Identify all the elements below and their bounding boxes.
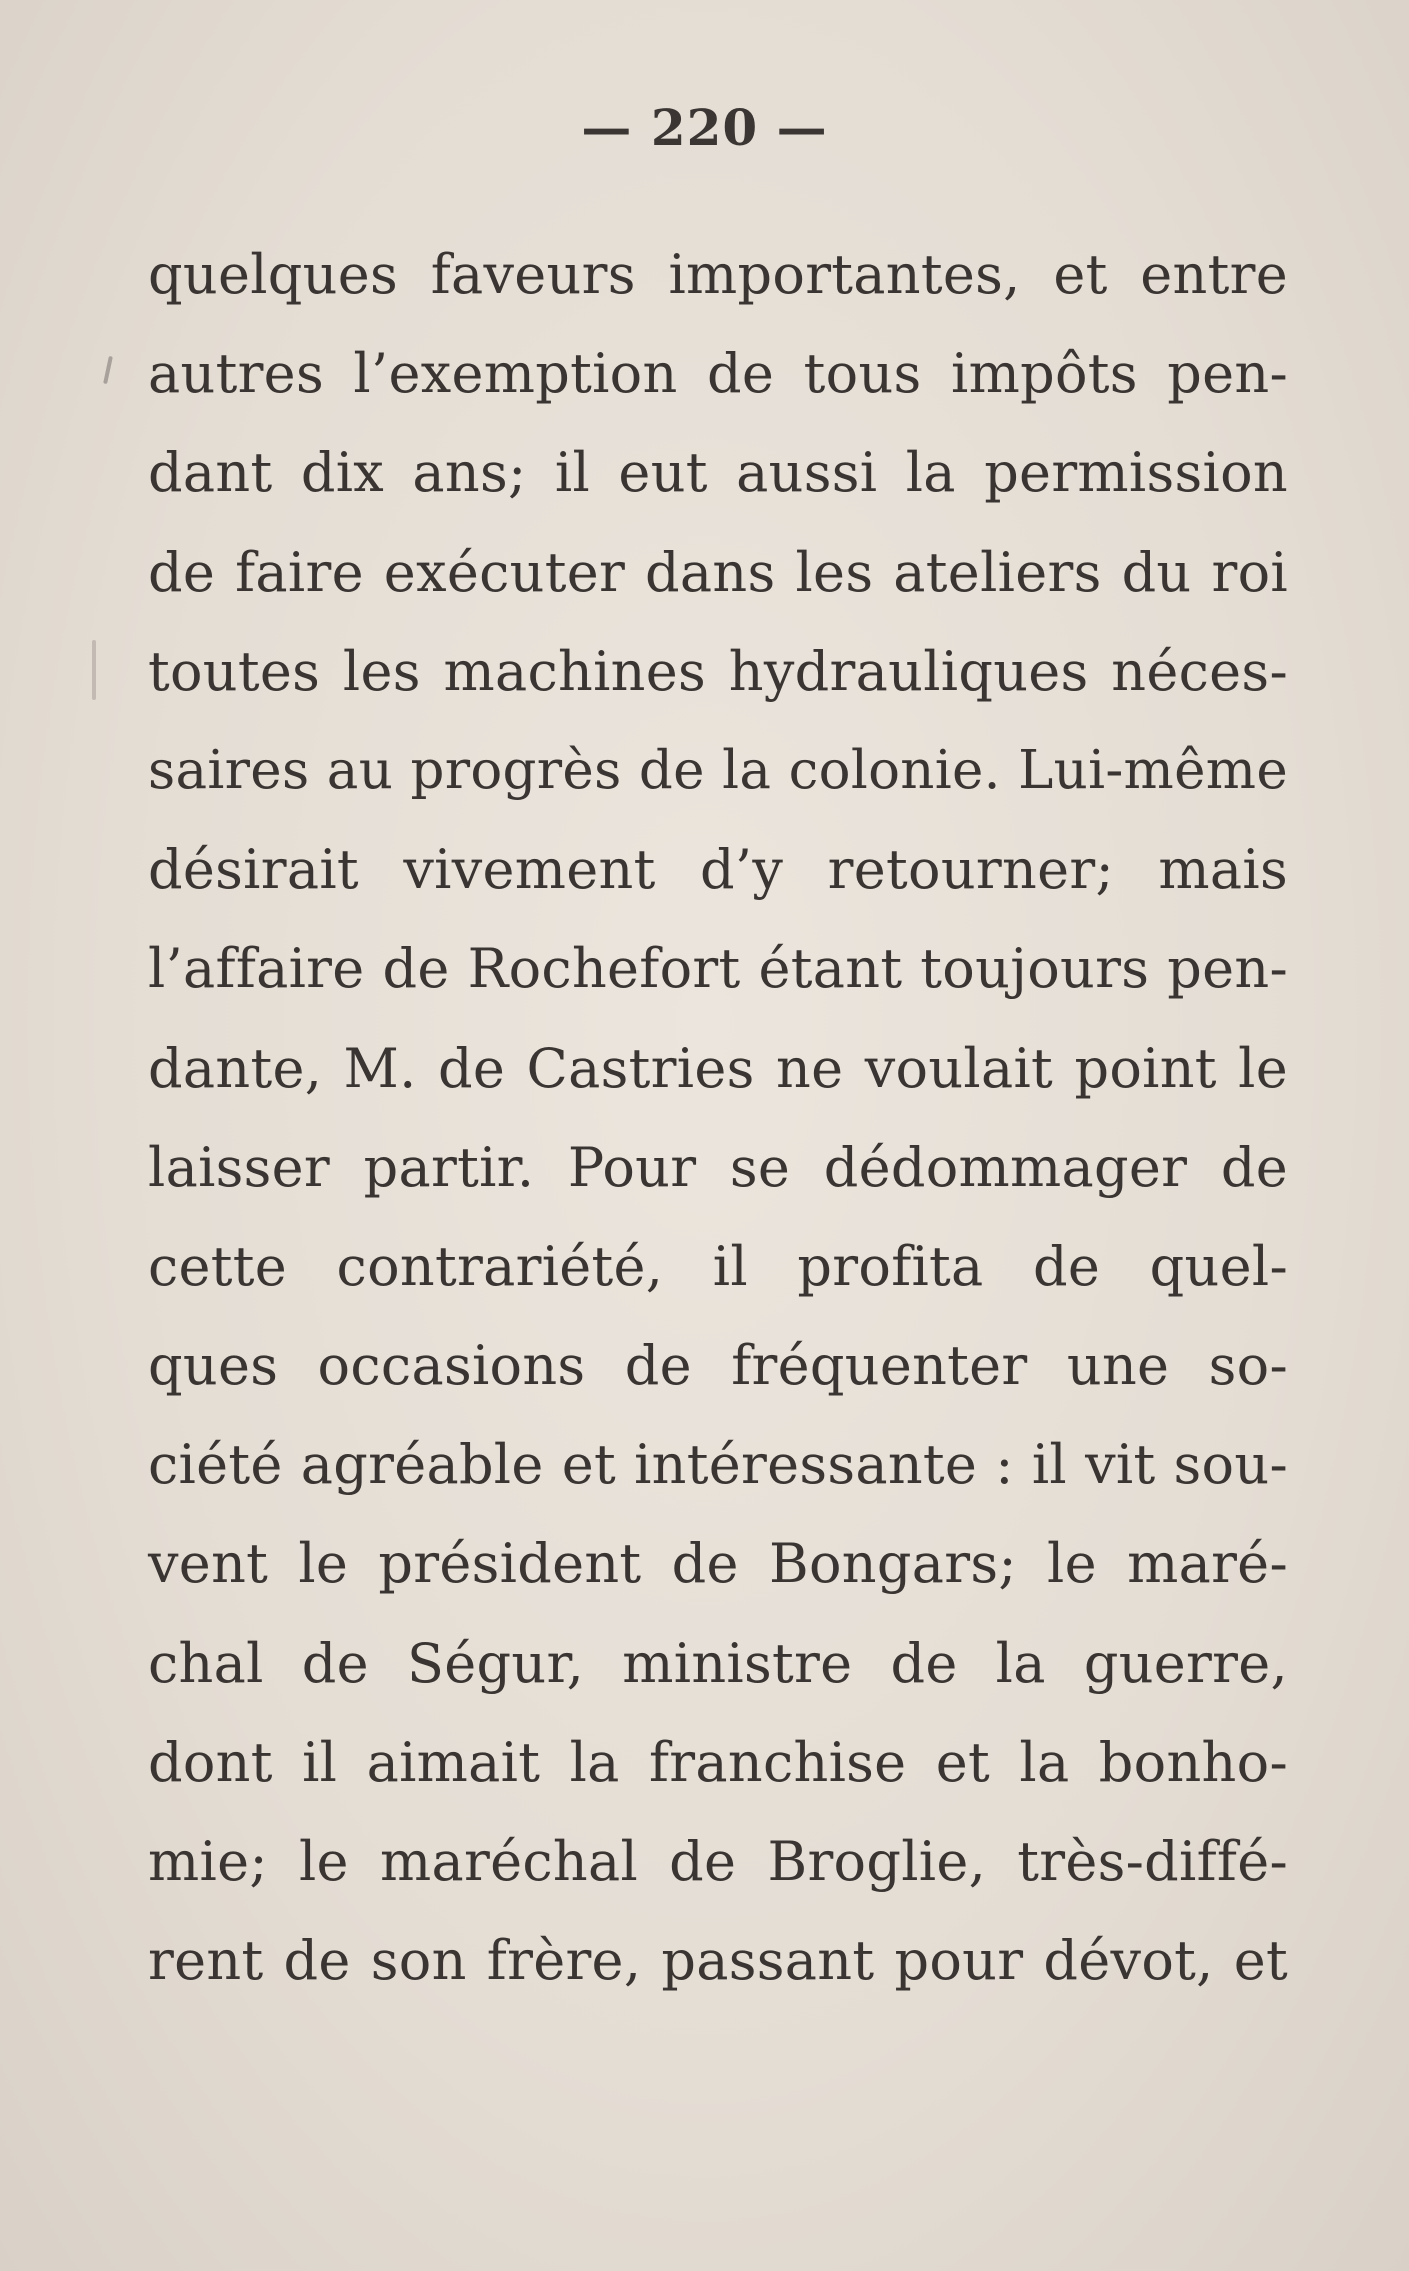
page-number: — 220 — bbox=[581, 98, 828, 157]
margin-pencil-mark bbox=[92, 640, 96, 700]
text-line: saires au progrès de la colonie. Lui-même bbox=[148, 739, 1288, 801]
text-line: dont il aimait la franchise et la bonho- bbox=[148, 1730, 1288, 1794]
text-line: mie; le maréchal de Broglie, très-diffé- bbox=[148, 1830, 1288, 1893]
text-line: toutes les machines hydrauliques néces- bbox=[148, 639, 1288, 703]
text-line: ques occasions de fréquenter une so- bbox=[148, 1334, 1288, 1398]
text-line: vent le président de Bongars; le maré- bbox=[148, 1532, 1288, 1596]
text-line: chal de Ségur, ministre de la guerre, bbox=[148, 1631, 1288, 1695]
text-line: ciété agréable et intéressante : il vit sou- bbox=[148, 1433, 1288, 1497]
text-line: laisser partir. Pour se dédommager de bbox=[148, 1135, 1288, 1199]
text-line: cette contrariété, il profita de quel- bbox=[148, 1234, 1288, 1298]
text-line: rent de son frère, passant pour dévot, et bbox=[148, 1929, 1288, 1993]
text-line: autres l’exemption de tous impôts pen- bbox=[148, 342, 1288, 406]
text-line: quelques faveurs importantes, et entre bbox=[148, 243, 1288, 306]
text-line: dante, M. de Castries ne voulait point le bbox=[148, 1036, 1288, 1100]
text-line: dant dix ans; il eut aussi la permission bbox=[148, 441, 1288, 505]
body-text bbox=[148, 225, 1288, 2010]
text-line: désirait vivement d’y retourner; mais bbox=[148, 838, 1288, 902]
text-line: de faire exécuter dans les ateliers du roi bbox=[148, 540, 1288, 604]
text-line: l’affaire de Rochefort étant toujours pen- bbox=[148, 937, 1288, 1001]
margin-pencil-mark bbox=[103, 356, 113, 384]
